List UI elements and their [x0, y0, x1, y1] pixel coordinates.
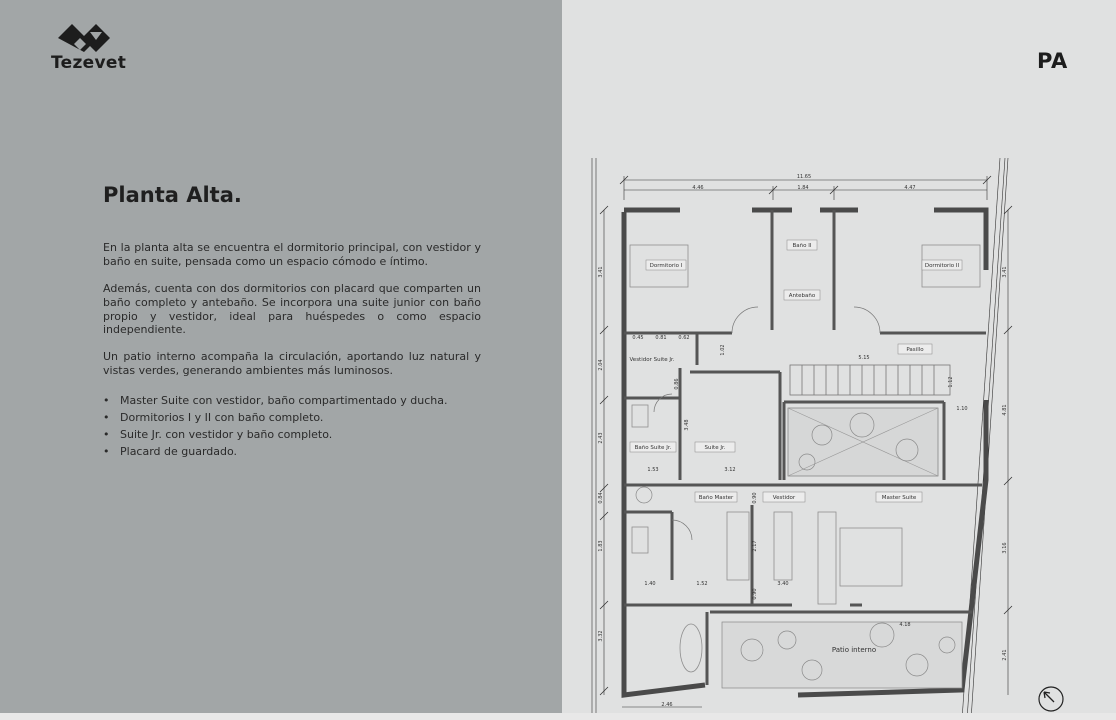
dim-left-6: 3.32: [598, 630, 604, 642]
courtyard-planting: [788, 408, 938, 476]
dim-140: 1.40: [644, 581, 656, 587]
room-vestidor-suite-jr: Vestidor Suite Jr.: [629, 357, 675, 363]
feature-item: [103, 411, 447, 428]
dim-left-4: 0.84: [598, 492, 604, 504]
feature-item: [103, 428, 447, 445]
dim-348: 3.48: [684, 419, 690, 431]
features-list: [103, 394, 447, 462]
dim-152: 1.52: [696, 581, 708, 587]
feature-text: Placard de guardado.: [120, 445, 238, 458]
dim-bottom: 2.46: [661, 702, 673, 708]
dim-081: 0.81: [655, 335, 667, 341]
dim-102: 1.02: [720, 344, 726, 356]
bullet: •: [103, 445, 110, 458]
page-title: Planta Alta.: [103, 183, 242, 207]
stairs: [790, 365, 950, 395]
dim-left-2: 2.04: [598, 359, 604, 371]
room-dormitorio-1: Dormitorio I: [649, 263, 683, 269]
dim-left-1: 3.41: [598, 266, 604, 278]
feature-text: Suite Jr. con vestidor y baño completo.: [120, 428, 333, 441]
room-master-suite: Master Suite: [881, 495, 917, 501]
room-patio-interno: Patio interno: [831, 646, 877, 654]
room-suite-jr: Suite Jr.: [704, 445, 726, 451]
north-arrow-icon: [1039, 687, 1063, 711]
paragraph-1: En la planta alta se encuentra el dormitorio principal, con vestidor y baño en suite, pensada como un espacio cómodo e íntimo.: [103, 241, 481, 268]
patio-planting: [636, 487, 962, 688]
dim-112: 1.12: [948, 376, 954, 388]
dim-090a: 0.90: [752, 492, 758, 504]
dim-340: 3.40: [777, 581, 789, 587]
dim-086: 0.86: [674, 378, 680, 390]
dim-110: 1.10: [956, 406, 968, 412]
dim-top-right: 4.47: [904, 185, 916, 191]
bottom-strip: [0, 713, 1116, 720]
dim-right-3: 3.16: [1002, 542, 1008, 554]
dim-right-2: 4.81: [1002, 404, 1008, 416]
floor-badge: PA: [1037, 49, 1068, 73]
room-bano-master: Baño Master: [698, 495, 734, 501]
room-pasillo: Pasillo: [906, 347, 924, 353]
feature-item: [103, 445, 447, 462]
paragraph-3: Un patio interno acompaña la circulación, aportando luz natural y vistas verdes, generando ambientes más luminosos.: [103, 350, 481, 377]
bullet: •: [103, 411, 110, 424]
feature-text: Dormitorios I y II con baño completo.: [120, 411, 324, 424]
dim-090b: 0.90: [752, 588, 758, 600]
brand-name: Tezevet: [51, 53, 127, 73]
feature-item: [103, 394, 447, 411]
dim-top-mid: 1.84: [797, 185, 809, 191]
dim-312: 3.12: [724, 467, 736, 473]
floor-plan: [562, 150, 1116, 720]
dim-left-3: 2.43: [598, 432, 604, 444]
room-vestidor: Vestidor: [772, 495, 796, 501]
dim-right-1: 3.41: [1002, 266, 1008, 278]
dim-153: 1.53: [647, 467, 659, 473]
dim-515: 5.15: [858, 355, 870, 361]
dim-right-4: 2.41: [1002, 649, 1008, 661]
room-dormitorio-2: Dormitorio II: [924, 263, 960, 269]
room-bano-suite-jr: Baño Suite Jr.: [634, 445, 672, 451]
bullet: •: [103, 394, 110, 407]
dim-overall-width: 11.65: [796, 174, 812, 180]
bullet: •: [103, 428, 110, 441]
feature-text: Master Suite con vestidor, baño compartimentado y ducha.: [120, 394, 448, 407]
dim-217: 2.17: [752, 540, 758, 552]
dim-top-left: 4.46: [692, 185, 704, 191]
dim-418: 4.18: [899, 622, 911, 628]
dim-045: 0.45: [632, 335, 644, 341]
paragraph-2: Además, cuenta con dos dormitorios con placard que comparten un baño completo y antebaño. Se incorpora una suite junior con baño propio y vestidor, ideal para huéspedes o como espacio independiente.: [103, 282, 481, 337]
room-antebano: Antebaño: [788, 293, 816, 299]
dim-left-5: 1.83: [598, 540, 604, 552]
dim-062: 0.62: [678, 335, 690, 341]
room-bano-2: Baño II: [792, 243, 812, 249]
